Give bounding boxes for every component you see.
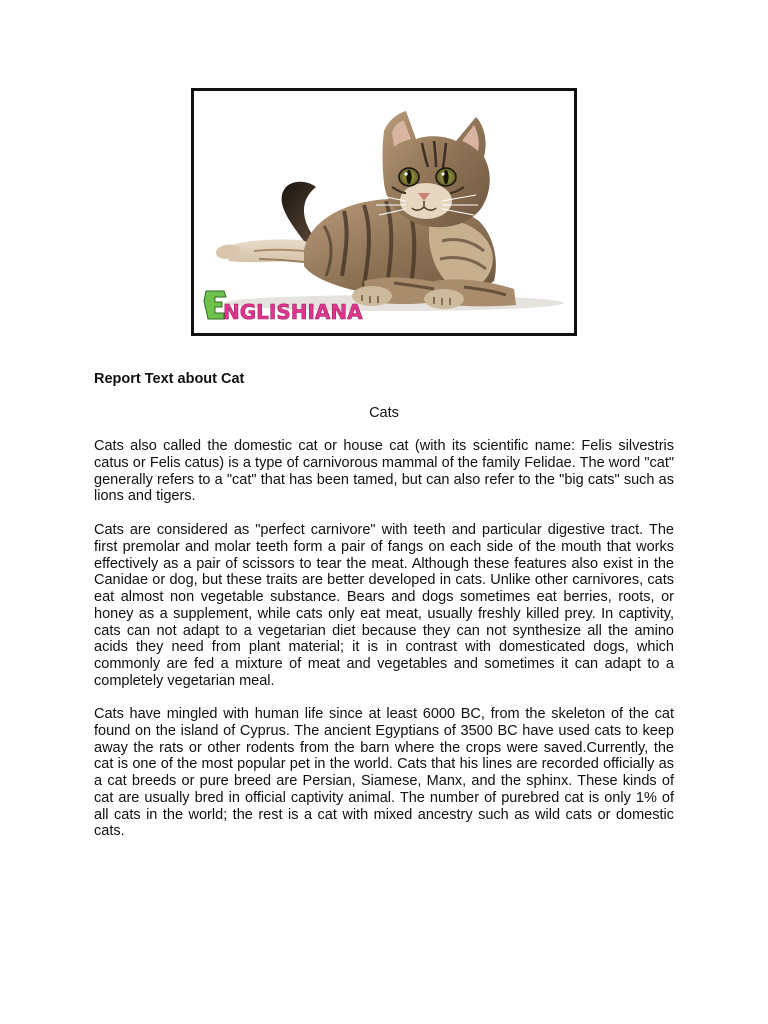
- cat-photo: [194, 91, 574, 333]
- cat-photo-frame: [191, 88, 577, 336]
- paragraph-definition: Cats also called the domestic cat or house cat (with its scientific name: Felis silvestris catus or Felis catus) is a type of carnivorous mammal of the family Felidae. The word "cat" generally refers to a "cat" that has been tamed, but can also refer to the "big cats" such as lions and tigers.: [94, 438, 674, 505]
- paragraph-carnivore: Cats are considered as "perfect carnivore" with teeth and particular digestive tract. The first premolar and molar teeth form a pair of fangs on each side of the mouth that works effectively as a pair of scissors to tear the meat. Although these features also exist in the Canidae or dog, but these traits are better developed in cats. Unlike other carnivores, cats eat almost non vegetable substance. Bears and dogs sometimes eat berries, roots, or honey as a supplement, while cats only eat meat, usually freshly killed prey. In captivity, cats can not adapt to a vegetarian diet because they can not synthesize all the amino acids they need from plant material; it is in contrast with domesticated dogs, which commonly are fed a mixture of meat and vegetables and sometimes it can adapt to a completely vegetarian meal.: [94, 522, 674, 689]
- logo-text: NGLISHIANA: [223, 300, 363, 324]
- report-heading: Report Text about Cat: [94, 371, 245, 387]
- paragraph-history: Cats have mingled with human life since at least 6000 BC, from the skeleton of the cat found on the island of Cyprus. The ancient Egyptians of 3500 BC have used cats to keep away the rats or other rodents from the barn where the crops were saved.Currently, the cat is one of the most popular pet in the world. Cats that his lines are recorded officially as a cat breeds or pure breed are Persian, Siamese, Manx, and the sphinx. These kinds of cat are usually bred in official captivity animal. The number of purebred cat is only 1% of all cats in the world; the rest is a cat with mixed ancestry such as wild cats or domestic cats.: [94, 706, 674, 840]
- document-title: Cats: [369, 405, 399, 421]
